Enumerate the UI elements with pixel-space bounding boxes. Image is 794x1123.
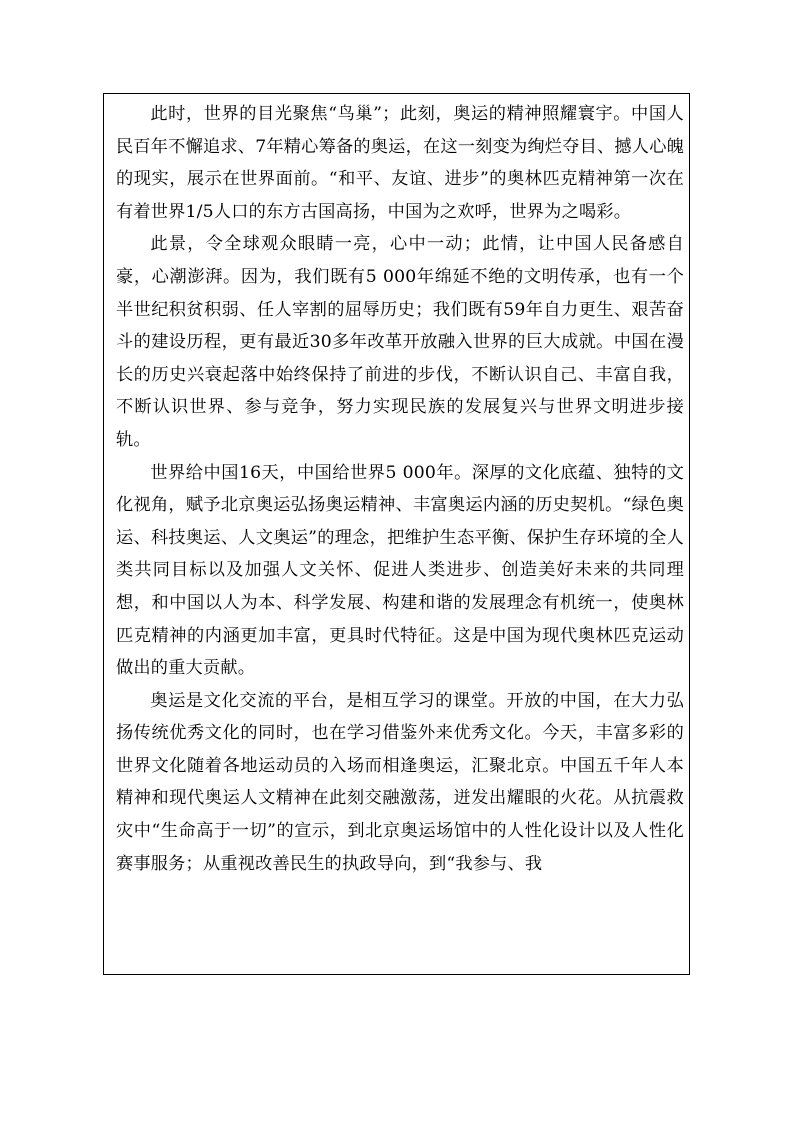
article-body [116,98,684,880]
paragraph-3: 世界给中国16天，中国给世界5 000年。深厚的文化底蕴、独特的文化视角，赋予北京奥运弘扬奥运精神、丰富奥运内涵的历史契机。“绿色奥运、科技奥运、人文奥运”的理念，把维护生态平衡、保护生存环境的全人类共同目标以及加强人文关怀、促进人类进步、创造美好未来的共同理想，和中国以人为本、科学发展、构建和谐的发展理念有机统一，使奥林匹克精神的内涵更加丰富，更具时代特征。这是中国为现代奥林匹克运动做出的重大贡献。 [116,462,684,679]
paragraph-4: 奥运是文化交流的平台，是相互学习的课堂。开放的中国，在大力弘扬传统优秀文化的同时，也在学习借鉴外来优秀文化。今天，丰富多彩的世界文化随着各地运动员的入场而相逢奥运，汇聚北京。中国五千年人本精神和现代奥运人文精神在此刻交融激荡，迸发出耀眼的火花。从抗震救灾中“生命高于一切”的宣示，到北京奥运场馆中的人性化设计以及人性化赛事服务；从重视改善民生的执政导向，到“我参与、我 [116,690,684,874]
paragraph-2: 此景，令全球观众眼睛一亮，心中一动；此情，让中国人民备感自豪，心潮澎湃。因为，我们既有5 000年绵延不绝的文明传承，也有一个半世纪积贫积弱、任人宰割的屈辱历史；我们既有59年自力更生、艰苦奋斗的建设历程，更有最近30多年改革开放融入世界的巨大成就。中国在漫长的历史兴衰起落中始终保持了前进的步伐，不断认识自己、丰富自我，不断认识世界、参与竞争，努力实现民族的发展复兴与世界文明进步接轨。 [116,234,684,450]
paragraph-1: 此时，世界的目光聚焦“鸟巢”；此刻，奥运的精神照耀寰宇。中国人民百年不懈追求、7年精心筹备的奥运，在这一刻变为绚烂夺目、撼人心魄的现实，展示在世界面前。“和平、友谊、进步”的奥林匹克精神第一次在有着世界1/5人口的东方古国高扬，中国为之欢呼，世界为之喝彩。 [116,104,684,222]
text-box [103,93,690,975]
